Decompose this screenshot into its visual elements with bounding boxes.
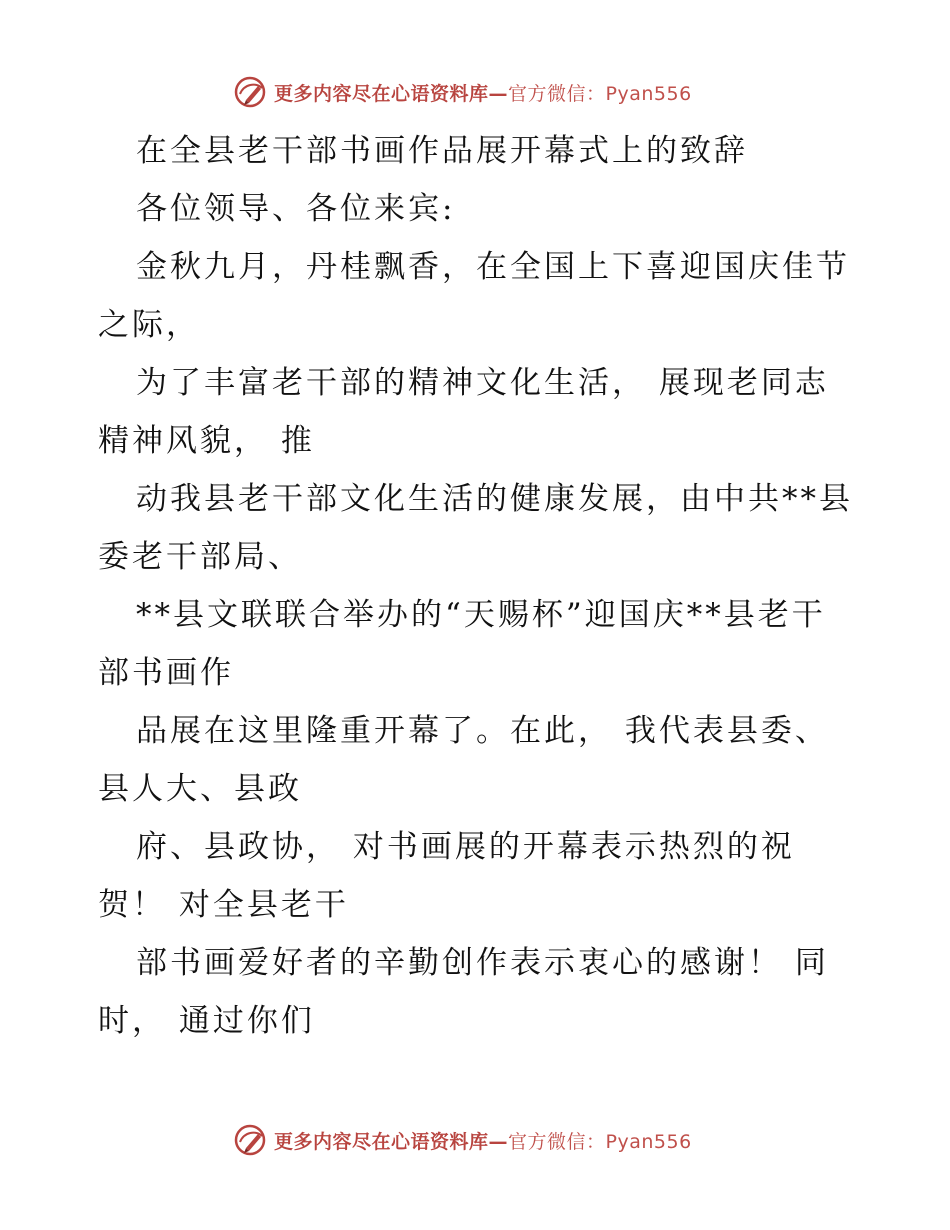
- text-line: 时， 通过你们: [98, 1003, 315, 1039]
- pen-circle-logo-icon: [232, 1122, 268, 1158]
- text-line: 委老干部局、: [98, 539, 302, 575]
- footer-banner-text: [274, 1127, 692, 1154]
- header-banner-content: [232, 72, 692, 112]
- text-line: 县人大、县政: [98, 771, 302, 807]
- header-banner: [0, 72, 950, 112]
- text-line: **县文联联合举办的“天赐杯”迎国庆**县老干: [136, 597, 826, 633]
- text-line: 部书画作: [98, 655, 234, 691]
- text-line: 动我县老干部文化生活的健康发展，由中共**县: [136, 481, 853, 517]
- text-line: 金秋九月，丹桂飘香，在全国上下喜迎国庆佳节: [136, 249, 850, 285]
- header-site-text: 更多内容尽在心语资料库: [274, 82, 489, 105]
- document-body: [98, 122, 858, 1050]
- pen-circle-logo-icon: [232, 74, 268, 110]
- header-wechat-text: 官方微信：Pyan556: [508, 82, 692, 105]
- header-dash: —: [488, 82, 509, 105]
- footer-banner-content: [232, 1120, 692, 1160]
- text-line: 之际，: [98, 307, 200, 343]
- text-line: 品展在这里隆重开幕了。在此， 我代表县委、: [136, 713, 829, 749]
- footer-dash: —: [488, 1130, 509, 1153]
- text-line: 在全县老干部书画作品展开幕式上的致辞: [136, 133, 748, 169]
- text-line: 各位领导、各位来宾:: [136, 191, 456, 227]
- text-line: 府、县政协， 对书画展的开幕表示热烈的祝: [136, 829, 795, 865]
- header-banner-text: [274, 79, 692, 106]
- footer-banner: [0, 1120, 950, 1160]
- text-line: 贺！ 对全县老干: [98, 887, 349, 923]
- text-line: 为了丰富老干部的精神文化生活， 展现老同志: [136, 365, 829, 401]
- footer-site-text: 更多内容尽在心语资料库: [274, 1130, 489, 1153]
- text-line: 精神风貌， 推: [98, 423, 315, 459]
- text-line: 部书画爱好者的辛勤创作表示衷心的感谢！ 同: [136, 945, 829, 981]
- footer-wechat-text: 官方微信：Pyan556: [508, 1130, 692, 1153]
